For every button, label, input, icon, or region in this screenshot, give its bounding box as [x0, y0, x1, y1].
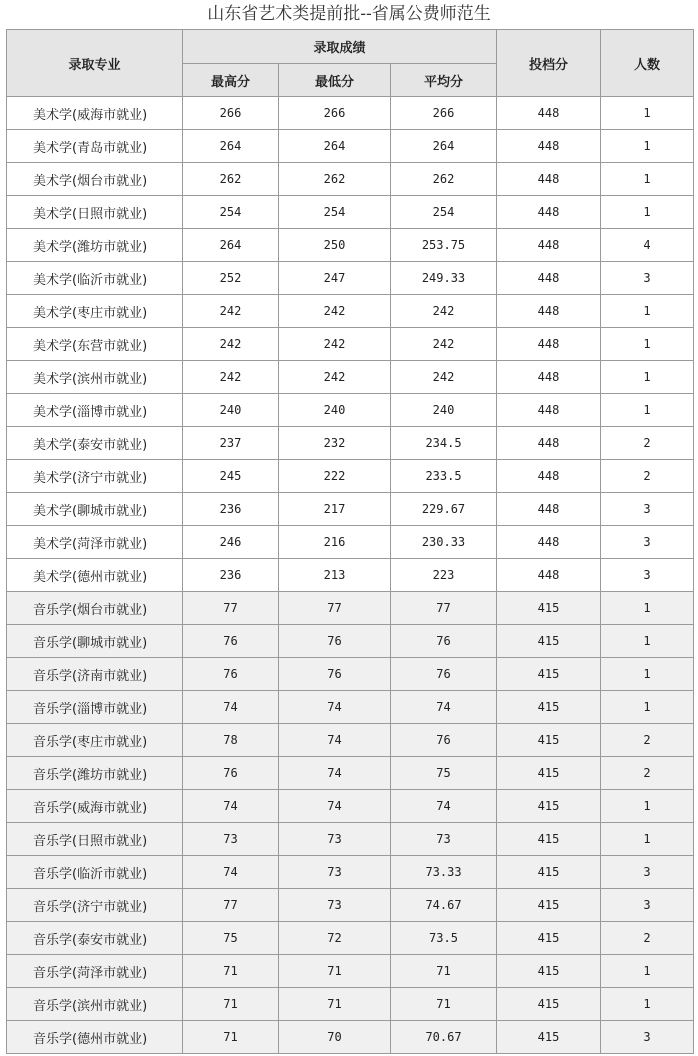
avg-score-cell: 242 — [391, 361, 497, 394]
major-cell: 美术学(聊城市就业) — [7, 493, 183, 526]
header-avg: 平均分 — [391, 64, 497, 97]
major-cell: 美术学(菏泽市就业) — [7, 526, 183, 559]
major-cell: 美术学(烟台市就业) — [7, 163, 183, 196]
cutoff-score-cell: 415 — [497, 922, 601, 955]
count-cell: 1 — [601, 196, 694, 229]
avg-score-cell: 74 — [391, 790, 497, 823]
table-row — [7, 196, 694, 229]
max-score-cell: 266 — [183, 97, 279, 130]
cutoff-score-cell: 448 — [497, 460, 601, 493]
min-score-cell: 242 — [279, 328, 391, 361]
table-row — [7, 592, 694, 625]
table-row — [7, 559, 694, 592]
cutoff-score-cell: 415 — [497, 955, 601, 988]
count-cell: 3 — [601, 493, 694, 526]
major-cell: 音乐学(滨州市就业) — [7, 988, 183, 1021]
cutoff-score-cell: 415 — [497, 1021, 601, 1054]
major-cell: 音乐学(临沂市就业) — [7, 856, 183, 889]
table-row — [7, 658, 694, 691]
table-row — [7, 625, 694, 658]
max-score-cell: 71 — [183, 955, 279, 988]
table-row — [7, 526, 694, 559]
max-score-cell: 254 — [183, 196, 279, 229]
table-header — [7, 30, 694, 97]
table-row — [7, 427, 694, 460]
table-row — [7, 856, 694, 889]
major-cell: 音乐学(济宁市就业) — [7, 889, 183, 922]
avg-score-cell: 76 — [391, 658, 497, 691]
count-cell: 2 — [601, 922, 694, 955]
count-cell: 1 — [601, 130, 694, 163]
major-cell: 美术学(青岛市就业) — [7, 130, 183, 163]
max-score-cell: 76 — [183, 658, 279, 691]
table-row — [7, 493, 694, 526]
min-score-cell: 77 — [279, 592, 391, 625]
major-cell: 音乐学(潍坊市就业) — [7, 757, 183, 790]
max-score-cell: 240 — [183, 394, 279, 427]
major-cell: 美术学(泰安市就业) — [7, 427, 183, 460]
avg-score-cell: 262 — [391, 163, 497, 196]
major-cell: 美术学(威海市就业) — [7, 97, 183, 130]
cutoff-score-cell: 448 — [497, 526, 601, 559]
max-score-cell: 246 — [183, 526, 279, 559]
avg-score-cell: 266 — [391, 97, 497, 130]
max-score-cell: 236 — [183, 493, 279, 526]
count-cell: 1 — [601, 691, 694, 724]
table-body — [7, 97, 694, 1054]
cutoff-score-cell: 415 — [497, 691, 601, 724]
min-score-cell: 73 — [279, 856, 391, 889]
count-cell: 1 — [601, 361, 694, 394]
avg-score-cell: 249.33 — [391, 262, 497, 295]
header-major: 录取专业 — [7, 30, 183, 97]
cutoff-score-cell: 415 — [497, 988, 601, 1021]
min-score-cell: 254 — [279, 196, 391, 229]
max-score-cell: 245 — [183, 460, 279, 493]
cutoff-score-cell: 415 — [497, 724, 601, 757]
header-max: 最高分 — [183, 64, 279, 97]
header-scores: 录取成绩 — [183, 30, 497, 64]
min-score-cell: 266 — [279, 97, 391, 130]
major-cell: 美术学(济宁市就业) — [7, 460, 183, 493]
avg-score-cell: 229.67 — [391, 493, 497, 526]
page-title: 山东省艺术类提前批--省属公费师范生 — [207, 4, 491, 24]
cutoff-score-cell: 415 — [497, 757, 601, 790]
min-score-cell: 74 — [279, 724, 391, 757]
major-cell: 美术学(淄博市就业) — [7, 394, 183, 427]
min-score-cell: 70 — [279, 1021, 391, 1054]
count-cell: 2 — [601, 724, 694, 757]
count-cell: 1 — [601, 955, 694, 988]
avg-score-cell: 71 — [391, 988, 497, 1021]
avg-score-cell: 75 — [391, 757, 497, 790]
major-cell: 美术学(滨州市就业) — [7, 361, 183, 394]
cutoff-score-cell: 415 — [497, 790, 601, 823]
cutoff-score-cell: 448 — [497, 97, 601, 130]
avg-score-cell: 230.33 — [391, 526, 497, 559]
min-score-cell: 72 — [279, 922, 391, 955]
cutoff-score-cell: 448 — [497, 559, 601, 592]
cutoff-score-cell: 415 — [497, 592, 601, 625]
table-row — [7, 328, 694, 361]
major-cell: 美术学(枣庄市就业) — [7, 295, 183, 328]
count-cell: 2 — [601, 757, 694, 790]
major-cell: 美术学(德州市就业) — [7, 559, 183, 592]
avg-score-cell: 74 — [391, 691, 497, 724]
header-min: 最低分 — [279, 64, 391, 97]
min-score-cell: 71 — [279, 955, 391, 988]
major-cell: 美术学(临沂市就业) — [7, 262, 183, 295]
cutoff-score-cell: 448 — [497, 493, 601, 526]
avg-score-cell: 254 — [391, 196, 497, 229]
major-cell: 音乐学(淄博市就业) — [7, 691, 183, 724]
major-cell: 美术学(东营市就业) — [7, 328, 183, 361]
max-score-cell: 264 — [183, 229, 279, 262]
count-cell: 2 — [601, 427, 694, 460]
major-cell: 美术学(潍坊市就业) — [7, 229, 183, 262]
major-cell: 音乐学(烟台市就业) — [7, 592, 183, 625]
max-score-cell: 236 — [183, 559, 279, 592]
min-score-cell: 74 — [279, 691, 391, 724]
count-cell: 1 — [601, 592, 694, 625]
avg-score-cell: 242 — [391, 328, 497, 361]
avg-score-cell: 240 — [391, 394, 497, 427]
admission-table — [6, 29, 694, 1054]
avg-score-cell: 253.75 — [391, 229, 497, 262]
max-score-cell: 74 — [183, 790, 279, 823]
table-row — [7, 724, 694, 757]
table-row — [7, 394, 694, 427]
major-cell: 音乐学(泰安市就业) — [7, 922, 183, 955]
count-cell: 3 — [601, 1021, 694, 1054]
min-score-cell: 232 — [279, 427, 391, 460]
cutoff-score-cell: 448 — [497, 394, 601, 427]
count-cell: 1 — [601, 790, 694, 823]
header-cutoff: 投档分 — [497, 30, 601, 97]
avg-score-cell: 76 — [391, 724, 497, 757]
cutoff-score-cell: 448 — [497, 328, 601, 361]
avg-score-cell: 234.5 — [391, 427, 497, 460]
min-score-cell: 216 — [279, 526, 391, 559]
max-score-cell: 242 — [183, 328, 279, 361]
table-row — [7, 691, 694, 724]
cutoff-score-cell: 415 — [497, 823, 601, 856]
major-cell: 音乐学(威海市就业) — [7, 790, 183, 823]
max-score-cell: 242 — [183, 361, 279, 394]
count-cell: 1 — [601, 328, 694, 361]
max-score-cell: 76 — [183, 757, 279, 790]
min-score-cell: 242 — [279, 361, 391, 394]
cutoff-score-cell: 415 — [497, 625, 601, 658]
cutoff-score-cell: 448 — [497, 130, 601, 163]
major-cell: 音乐学(济南市就业) — [7, 658, 183, 691]
count-cell: 1 — [601, 97, 694, 130]
major-cell: 音乐学(日照市就业) — [7, 823, 183, 856]
count-cell: 1 — [601, 823, 694, 856]
avg-score-cell: 73.5 — [391, 922, 497, 955]
count-cell: 4 — [601, 229, 694, 262]
min-score-cell: 217 — [279, 493, 391, 526]
count-cell: 3 — [601, 856, 694, 889]
max-score-cell: 262 — [183, 163, 279, 196]
avg-score-cell: 73.33 — [391, 856, 497, 889]
table-row — [7, 361, 694, 394]
table-row — [7, 262, 694, 295]
table-row — [7, 1021, 694, 1054]
cutoff-score-cell: 415 — [497, 658, 601, 691]
max-score-cell: 71 — [183, 1021, 279, 1054]
min-score-cell: 74 — [279, 790, 391, 823]
avg-score-cell: 77 — [391, 592, 497, 625]
table-row — [7, 229, 694, 262]
cutoff-score-cell: 448 — [497, 262, 601, 295]
avg-score-cell: 264 — [391, 130, 497, 163]
major-cell: 音乐学(枣庄市就业) — [7, 724, 183, 757]
min-score-cell: 242 — [279, 295, 391, 328]
max-score-cell: 77 — [183, 889, 279, 922]
avg-score-cell: 74.67 — [391, 889, 497, 922]
count-cell: 3 — [601, 889, 694, 922]
count-cell: 3 — [601, 262, 694, 295]
max-score-cell: 74 — [183, 691, 279, 724]
max-score-cell: 73 — [183, 823, 279, 856]
max-score-cell: 76 — [183, 625, 279, 658]
min-score-cell: 250 — [279, 229, 391, 262]
avg-score-cell: 233.5 — [391, 460, 497, 493]
min-score-cell: 222 — [279, 460, 391, 493]
table-row — [7, 295, 694, 328]
min-score-cell: 247 — [279, 262, 391, 295]
avg-score-cell: 223 — [391, 559, 497, 592]
table-row — [7, 922, 694, 955]
table-row — [7, 757, 694, 790]
max-score-cell: 264 — [183, 130, 279, 163]
min-score-cell: 71 — [279, 988, 391, 1021]
max-score-cell: 74 — [183, 856, 279, 889]
min-score-cell: 74 — [279, 757, 391, 790]
table-row — [7, 955, 694, 988]
min-score-cell: 76 — [279, 625, 391, 658]
table-row — [7, 97, 694, 130]
table-row — [7, 163, 694, 196]
min-score-cell: 76 — [279, 658, 391, 691]
count-cell: 1 — [601, 394, 694, 427]
cutoff-score-cell: 448 — [497, 361, 601, 394]
cutoff-score-cell: 415 — [497, 889, 601, 922]
min-score-cell: 73 — [279, 889, 391, 922]
max-score-cell: 237 — [183, 427, 279, 460]
min-score-cell: 213 — [279, 559, 391, 592]
min-score-cell: 240 — [279, 394, 391, 427]
cutoff-score-cell: 448 — [497, 196, 601, 229]
count-cell: 3 — [601, 526, 694, 559]
cutoff-score-cell: 448 — [497, 427, 601, 460]
cutoff-score-cell: 415 — [497, 856, 601, 889]
max-score-cell: 77 — [183, 592, 279, 625]
max-score-cell: 71 — [183, 988, 279, 1021]
avg-score-cell: 71 — [391, 955, 497, 988]
count-cell: 3 — [601, 559, 694, 592]
avg-score-cell: 242 — [391, 295, 497, 328]
avg-score-cell: 76 — [391, 625, 497, 658]
table-row — [7, 460, 694, 493]
count-cell: 1 — [601, 625, 694, 658]
min-score-cell: 73 — [279, 823, 391, 856]
cutoff-score-cell: 448 — [497, 229, 601, 262]
header-count: 人数 — [601, 30, 694, 97]
count-cell: 1 — [601, 163, 694, 196]
max-score-cell: 75 — [183, 922, 279, 955]
max-score-cell: 252 — [183, 262, 279, 295]
table-row — [7, 823, 694, 856]
max-score-cell: 242 — [183, 295, 279, 328]
major-cell: 音乐学(德州市就业) — [7, 1021, 183, 1054]
count-cell: 1 — [601, 295, 694, 328]
major-cell: 美术学(日照市就业) — [7, 196, 183, 229]
count-cell: 1 — [601, 658, 694, 691]
table-row — [7, 790, 694, 823]
count-cell: 2 — [601, 460, 694, 493]
major-cell: 音乐学(菏泽市就业) — [7, 955, 183, 988]
max-score-cell: 78 — [183, 724, 279, 757]
table-row — [7, 988, 694, 1021]
table-row — [7, 889, 694, 922]
min-score-cell: 264 — [279, 130, 391, 163]
min-score-cell: 262 — [279, 163, 391, 196]
major-cell: 音乐学(聊城市就业) — [7, 625, 183, 658]
avg-score-cell: 73 — [391, 823, 497, 856]
cutoff-score-cell: 448 — [497, 295, 601, 328]
count-cell: 1 — [601, 988, 694, 1021]
cutoff-score-cell: 448 — [497, 163, 601, 196]
avg-score-cell: 70.67 — [391, 1021, 497, 1054]
table-row — [7, 130, 694, 163]
